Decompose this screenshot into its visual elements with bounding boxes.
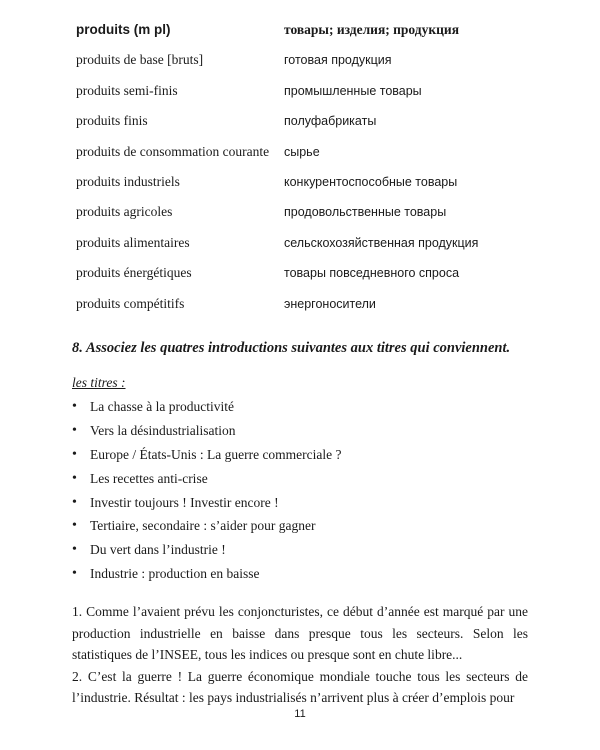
vocabulary-row — [76, 111, 536, 141]
vocabulary-row — [76, 50, 536, 80]
bullet-icon: • — [72, 494, 77, 510]
vocabulary-row — [76, 202, 536, 232]
vocabulary-header-fr: produits (m pl) — [76, 22, 171, 37]
vocabulary-term-ru: энергоносители — [284, 296, 376, 311]
vocabulary-row — [76, 172, 536, 202]
list-item — [72, 515, 342, 539]
title-text: La chasse à la productivité — [90, 399, 234, 414]
vocabulary-term-fr: produits de base [bruts] — [76, 52, 204, 68]
vocabulary-term-fr: produits agricoles — [76, 204, 173, 220]
title-text: Tertiaire, secondaire : s’aider pour gagner — [90, 518, 316, 534]
title-text: Investir toujours ! Investir encore ! — [90, 494, 279, 510]
list-item — [72, 396, 342, 420]
titles-list — [72, 396, 342, 587]
bullet-icon: • — [72, 566, 77, 582]
list-item — [72, 539, 342, 563]
title-text: Les recettes anti-crise — [90, 470, 208, 486]
title-text: Industrie : production en baisse — [90, 566, 260, 582]
vocabulary-term-ru: товары повседневного спроса — [284, 266, 460, 281]
title-text: Vers la désindustrialisation — [90, 422, 236, 438]
list-item — [72, 444, 342, 468]
vocabulary-term-fr: produits de consommation courante — [76, 143, 270, 159]
list-item — [72, 563, 342, 587]
title-text: Europe / États-Unis : La guerre commerciale ? — [90, 446, 342, 462]
vocabulary-term-ru: конкурентоспособные товары — [284, 174, 458, 189]
vocabulary-row — [76, 233, 536, 263]
vocabulary-term-fr: produits compétitifs — [76, 295, 185, 311]
introduction-paragraph: 2. C’est la guerre ! La guerre économique mondiale touche tous les secteurs de l’industrie. Résultat : les pays industrialisés n’arrivent plus à créer d’emplois pour — [72, 668, 528, 705]
vocabulary-header-ru: товары; изделия; продукция — [284, 22, 459, 37]
vocabulary-row — [76, 142, 536, 172]
list-item — [72, 492, 342, 516]
introduction-paragraph: 1. Comme l’avaient prévu les conjoncturistes, ce début d’année est marqué par une production industrielle en baisse dans presque tous les secteurs. Selon les statistiques de l’INSEE, tous les indices ou presque sont en chute libre... — [72, 604, 528, 662]
vocabulary-term-fr: produits industriels — [76, 173, 180, 189]
vocabulary-row — [76, 81, 536, 111]
vocabulary-term-ru: сырье — [284, 144, 320, 159]
page-number: 11 — [294, 708, 306, 720]
bullet-icon: • — [72, 446, 77, 462]
bullet-icon: • — [72, 470, 77, 486]
bullet-icon: • — [72, 399, 77, 414]
vocabulary-header-row — [76, 20, 536, 50]
vocabulary-table — [76, 20, 536, 324]
vocabulary-row — [76, 294, 536, 324]
vocabulary-term-fr: produits énergétiques — [76, 265, 192, 281]
vocabulary-row — [76, 263, 536, 293]
vocabulary-term-ru: полуфабрикаты — [284, 114, 377, 129]
vocabulary-term-ru: промышленные товары — [284, 83, 422, 98]
vocabulary-term-fr: produits finis — [76, 113, 148, 129]
titles-label: les titres : — [72, 375, 126, 390]
bullet-icon: • — [72, 518, 77, 534]
vocabulary-term-ru: готовая продукция — [284, 53, 392, 68]
vocabulary-term-ru: продовольственные товары — [284, 205, 447, 220]
bullet-icon: • — [72, 422, 77, 438]
vocabulary-term-fr: produits alimentaires — [76, 234, 190, 250]
bullet-icon: • — [72, 542, 77, 558]
list-item — [72, 468, 342, 492]
vocabulary-term-fr: produits semi-finis — [76, 82, 178, 98]
introductions — [72, 601, 528, 709]
title-text: Du vert dans l’industrie ! — [90, 542, 226, 558]
vocabulary-term-ru: сельскохозяйственная продукция — [284, 235, 479, 250]
exercise-title: 8. Associez les quatres introductions suivantes aux titres qui conviennent. — [72, 340, 511, 356]
list-item — [72, 420, 342, 444]
